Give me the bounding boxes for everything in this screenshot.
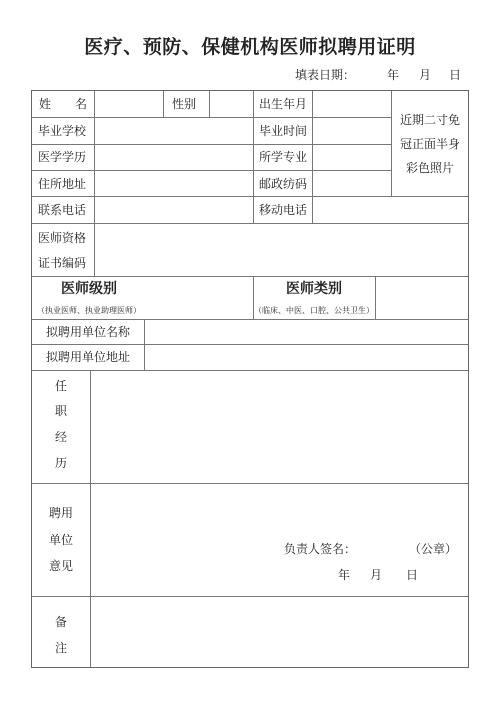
fill-date-label: 填表日期： — [295, 68, 356, 82]
gender-field[interactable] — [210, 92, 252, 116]
birth-label: 出生年月 — [259, 97, 308, 111]
level-field[interactable] — [146, 277, 252, 318]
cert-label-line1: 医师资格 — [38, 231, 87, 245]
education-field[interactable] — [95, 145, 252, 169]
certificate-form — [31, 90, 469, 668]
school-field[interactable] — [95, 118, 252, 143]
gender-label: 性别 — [172, 97, 197, 111]
category-title: 医师类别 — [286, 281, 342, 297]
remark-field[interactable] — [91, 597, 467, 667]
education-label: 医学学历 — [38, 150, 87, 164]
fill-date-month: 月 — [419, 68, 432, 82]
fill-date-year: 年 — [387, 68, 400, 82]
form-title: 医疗、预防、保健机构医师拟聘用证明 — [84, 36, 416, 58]
unit-name-field[interactable] — [145, 320, 467, 343]
opinion-label-1: 聘用 — [48, 506, 74, 520]
level-note: （执业医师、执业助理医师） — [37, 306, 141, 315]
seal-label: （公章） — [409, 542, 458, 556]
category-note: （临床、中医、口腔、公共卫生） — [254, 306, 374, 315]
photo-note-line2: 冠正面半身 — [399, 137, 461, 151]
school-label: 毕业学校 — [38, 124, 87, 138]
photo-note-line1: 近期二寸免 — [399, 113, 461, 127]
col-line — [253, 91, 254, 223]
mobile-label: 移动电话 — [259, 203, 308, 217]
remark-label-2: 注 — [54, 641, 68, 655]
level-title: 医师级别 — [61, 281, 117, 297]
major-field[interactable] — [313, 145, 390, 169]
experience-label-4: 历 — [54, 456, 68, 470]
experience-label-3: 经 — [54, 430, 68, 444]
category-field[interactable] — [376, 277, 467, 318]
address-label: 住所地址 — [38, 177, 87, 191]
unit-address-label: 拟聘用单位地址 — [45, 350, 131, 364]
experience-label-1: 任 — [54, 379, 68, 393]
grad-time-label: 毕业时间 — [259, 124, 308, 138]
cert-label-line2: 证书编码 — [38, 256, 87, 270]
experience-field[interactable] — [91, 371, 467, 482]
mobile-field[interactable] — [313, 197, 467, 222]
experience-label-2: 职 — [54, 404, 68, 418]
name-field[interactable] — [95, 92, 162, 116]
opinion-month: 月 — [370, 568, 383, 582]
postcode-label: 邮政纺码 — [259, 177, 308, 191]
postcode-field[interactable] — [313, 171, 467, 195]
opinion-day: 日 — [406, 568, 419, 582]
opinion-label-2: 单位 — [48, 533, 74, 547]
address-field[interactable] — [95, 171, 252, 195]
photo-note-line3: 彩色照片 — [405, 161, 455, 175]
cert-number-field[interactable] — [95, 224, 467, 275]
unit-name-label: 拟聘用单位名称 — [45, 325, 131, 339]
fill-date-day: 日 — [449, 68, 462, 82]
opinion-label-3: 意见 — [48, 559, 74, 573]
birth-field[interactable] — [313, 92, 390, 116]
opinion-year: 年 — [338, 568, 351, 582]
signer-label: 负责人签名： — [284, 542, 357, 556]
name-label: 姓 名 — [38, 97, 88, 111]
grad-time-field[interactable] — [313, 118, 390, 143]
phone-field[interactable] — [95, 197, 252, 222]
unit-address-field[interactable] — [145, 345, 467, 369]
phone-label: 联系电话 — [38, 203, 87, 217]
major-label: 所学专业 — [259, 150, 308, 164]
remark-label-1: 备 — [54, 615, 68, 629]
col-line — [163, 91, 164, 117]
